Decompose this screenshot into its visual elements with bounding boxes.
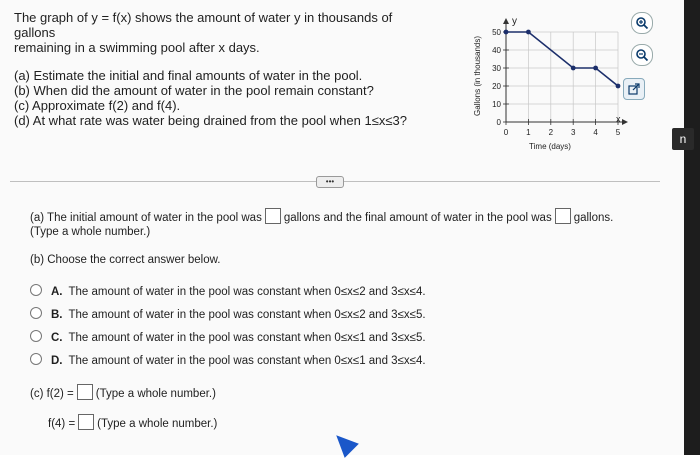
axes: [503, 18, 628, 125]
data-point: [571, 66, 576, 71]
option-text: The amount of water in the pool was constant when 0≤x≤2 and 3≤x≤4.: [68, 286, 426, 298]
data-point: [616, 84, 621, 89]
data-point: [504, 30, 509, 35]
f4-label: f(4) =: [48, 418, 76, 430]
x-tick-label: 2: [548, 128, 554, 137]
y-tick-label: 50: [492, 28, 501, 37]
y-tick-label: 40: [492, 46, 501, 55]
y-tick-label: 10: [492, 100, 501, 109]
x-axis-arrow: [622, 119, 628, 125]
y-tick-label: 0: [496, 118, 501, 127]
part-a-text: (a) Estimate the initial and final amounts of water in the pool.: [14, 68, 363, 83]
water-graph: [468, 14, 628, 156]
x-tick-label: 5: [615, 128, 621, 137]
y-axis-label: Gallons (in thousands): [473, 35, 482, 117]
part-a-prefix: (a) The initial amount of water in the pool was: [30, 212, 262, 224]
option-d[interactable]: [30, 353, 426, 367]
data-point: [526, 30, 531, 35]
data-line: [504, 30, 621, 89]
option-b[interactable]: [30, 307, 426, 321]
part-d-text: (d) At what rate was water being drained from the pool when 1≤x≤3?: [14, 113, 407, 128]
f2-input[interactable]: [77, 384, 93, 400]
part-c-f2-line: [30, 384, 216, 400]
f4-input[interactable]: [78, 414, 94, 430]
option-c[interactable]: [30, 330, 426, 344]
f4-hint: (Type a whole number.): [97, 418, 218, 430]
x-axis-label: Time (days): [529, 142, 571, 151]
question-text: [14, 10, 434, 128]
pointer-cursor: [329, 428, 359, 458]
answer-section: [30, 208, 670, 267]
part-b-prompt: (b) Choose the correct answer below.: [30, 254, 221, 266]
y-tick-label: 30: [492, 64, 501, 73]
grid: [506, 32, 618, 122]
x-tick-label: 0: [503, 128, 509, 137]
option-letter: B.: [51, 309, 63, 321]
part-c-f4-line: [48, 414, 217, 430]
part-a-answer-line: [30, 208, 670, 225]
radio-button[interactable]: [30, 330, 42, 342]
option-letter: D.: [51, 355, 63, 367]
option-text: The amount of water in the pool was constant when 0≤x≤2 and 3≤x≤5.: [68, 309, 426, 321]
option-letter: A.: [51, 286, 63, 298]
data-point: [593, 66, 598, 71]
f2-hint: (Type a whole number.): [95, 388, 216, 400]
window-edge: [684, 0, 700, 455]
external-link-icon[interactable]: [623, 78, 645, 100]
y-tick-label: 20: [492, 82, 501, 91]
x-var-label: x: [616, 114, 621, 124]
part-a-middle: gallons and the final amount of water in the pool was: [283, 212, 552, 224]
final-amount-input[interactable]: [555, 208, 571, 224]
option-text: The amount of water in the pool was constant when 0≤x≤1 and 3≤x≤5.: [68, 332, 426, 344]
intro-line-2: remaining in a swimming pool after x days.: [14, 40, 260, 55]
x-tick-label: 4: [593, 128, 598, 137]
y-axis-arrow: [503, 18, 509, 24]
x-tick-label: 3: [570, 128, 576, 137]
zoom-out-icon[interactable]: [631, 44, 653, 66]
option-text: The amount of water in the pool was constant when 0≤x≤1 and 3≤x≤4.: [68, 355, 426, 367]
option-a[interactable]: [30, 284, 426, 298]
f2-label: (c) f(2) =: [30, 388, 74, 400]
x-tick-label: 1: [526, 128, 531, 137]
part-a-hint: (Type a whole number.): [30, 226, 151, 238]
series-line: [506, 32, 618, 86]
y-var-label: y: [512, 16, 517, 27]
zoom-in-icon[interactable]: [631, 12, 653, 34]
intro-line-1: The graph of y = f(x) shows the amount of water y in thousands of gallons: [14, 10, 393, 40]
radio-button[interactable]: [30, 353, 42, 365]
radio-button[interactable]: [30, 284, 42, 296]
initial-amount-input[interactable]: [265, 208, 281, 224]
part-c-text: (c) Approximate f(2) and f(4).: [14, 98, 181, 113]
option-letter: C.: [51, 332, 63, 344]
more-button[interactable]: •••: [316, 176, 344, 188]
radio-button[interactable]: [30, 307, 42, 319]
edge-tab[interactable]: n: [672, 128, 694, 150]
part-b-text: (b) When did the amount of water in the pool remain constant?: [14, 83, 374, 98]
part-a-suffix: gallons.: [573, 212, 614, 224]
